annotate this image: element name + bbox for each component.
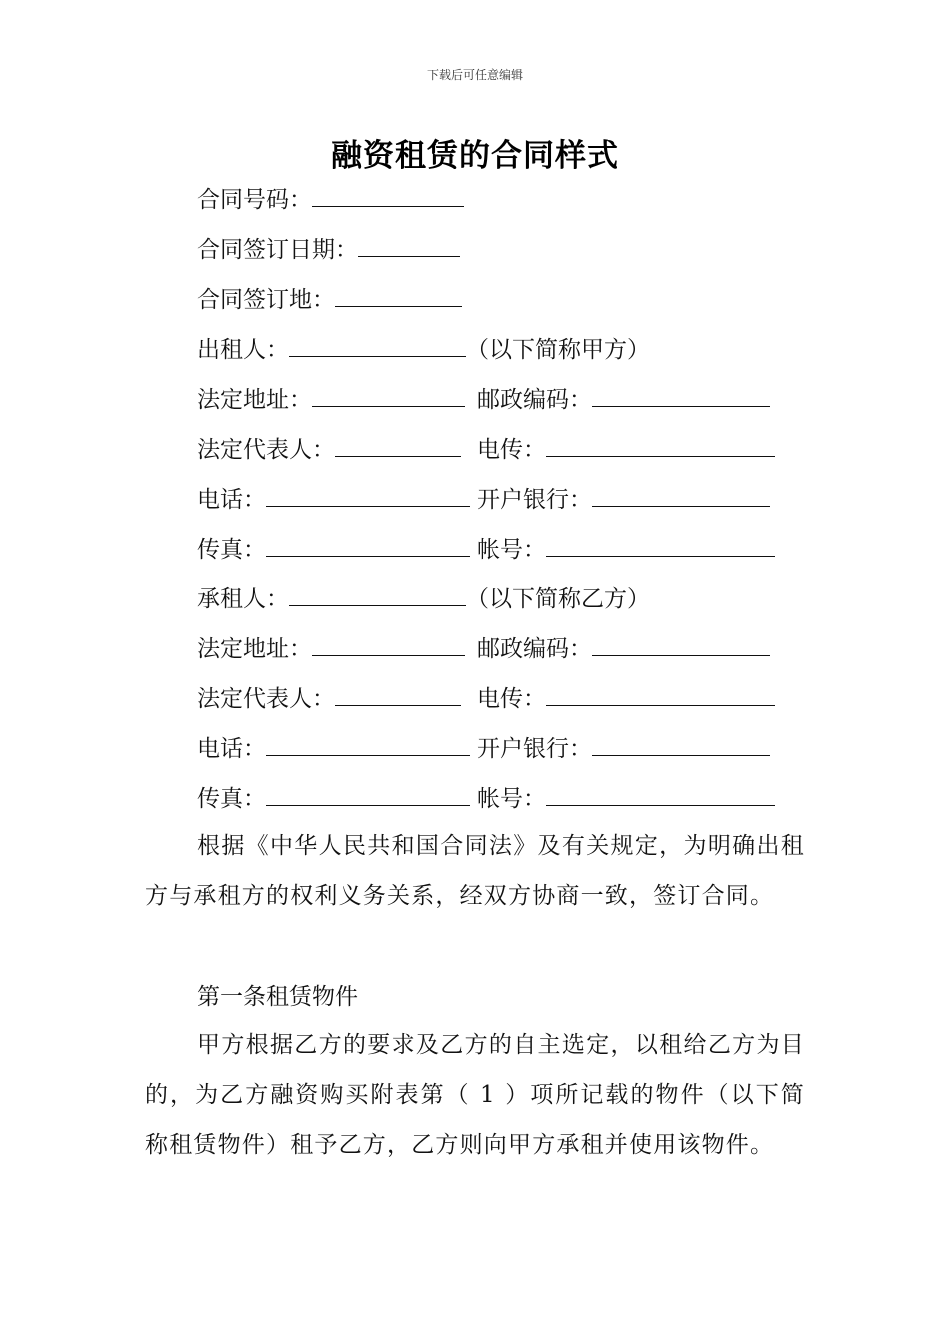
lessee-blank xyxy=(289,583,466,606)
lessee-postcode-blank xyxy=(592,633,770,656)
contract-number-line xyxy=(197,183,464,217)
lessee-phone-label: 电话： xyxy=(197,736,266,762)
sign-date-blank xyxy=(358,234,460,257)
lessor-fax-blank xyxy=(266,534,470,557)
lessor-line xyxy=(197,333,650,367)
sign-place-label: 合同签订地： xyxy=(197,287,335,313)
lessee-fax-line xyxy=(197,782,775,816)
lessee-address-label: 法定地址： xyxy=(197,636,312,662)
lessor-rep-blank xyxy=(335,434,461,457)
header-note: 下载后可任意编辑 xyxy=(426,68,523,82)
lessee-fax-blank xyxy=(266,783,470,806)
lessor-account-blank xyxy=(546,534,775,557)
lessor-fax-line xyxy=(197,533,775,567)
article-1-heading: 第一条租赁物件 xyxy=(197,984,358,1010)
lessor-blank xyxy=(289,334,466,357)
document-title: 融资租赁的合同样式 xyxy=(331,138,619,174)
lessor-address-label: 法定地址： xyxy=(197,387,312,413)
lessor-address-blank xyxy=(312,384,465,407)
lessee-label: 承租人： xyxy=(197,586,289,612)
lessor-phone-line xyxy=(197,483,770,517)
lessee-line xyxy=(197,582,650,616)
lessee-address-blank xyxy=(312,633,465,656)
lessee-rep-blank xyxy=(335,683,461,706)
lessee-bank-label: 开户银行： xyxy=(477,736,592,762)
lessor-suffix: （以下简称甲方） xyxy=(466,337,650,363)
article-1-body: 甲方根据乙方的要求及乙方的自主选定，以租给乙方为目的，为乙方融资购买附表第（ 1 ）项所记载的物件（以下简称租赁物件）租予乙方，乙方则向甲方承租并使用该物件。 xyxy=(145,1032,805,1158)
lessee-telegram-blank xyxy=(546,683,775,706)
contract-number-label: 合同号码： xyxy=(197,187,312,213)
sign-place-line xyxy=(197,283,462,317)
lessor-phone-label: 电话： xyxy=(197,487,266,513)
lessor-rep-label: 法定代表人： xyxy=(197,437,335,463)
lessee-phone-blank xyxy=(266,733,470,756)
lessor-phone-blank xyxy=(266,484,470,507)
lessor-bank-label: 开户银行： xyxy=(477,487,592,513)
intro-paragraph: 根据《中华人民共和国合同法》及有关规定，为明确出租方与承租方的权利义务关系，经双方协商一致，签订合同。 xyxy=(145,833,805,909)
contract-number-blank xyxy=(312,184,464,207)
lessor-account-label: 帐号： xyxy=(477,537,546,563)
lessee-fax-label: 传真： xyxy=(197,786,266,812)
lessor-telegram-blank xyxy=(546,434,775,457)
sign-date-label: 合同签订日期： xyxy=(197,237,358,263)
lessor-postcode-label: 邮政编码： xyxy=(477,387,592,413)
lessee-suffix: （以下简称乙方） xyxy=(466,586,650,612)
lessee-bank-blank xyxy=(592,733,770,756)
lessor-telegram-label: 电传： xyxy=(477,437,546,463)
sign-place-blank xyxy=(335,284,462,307)
lessee-phone-line xyxy=(197,732,770,766)
lessee-postcode-label: 邮政编码： xyxy=(477,636,592,662)
lessee-account-label: 帐号： xyxy=(477,786,546,812)
lessor-fax-label: 传真： xyxy=(197,537,266,563)
lessor-rep-line xyxy=(197,433,775,467)
sign-date-line xyxy=(197,233,460,267)
lessor-address-line xyxy=(197,383,770,417)
lessee-telegram-label: 电传： xyxy=(477,686,546,712)
lessee-rep-label: 法定代表人： xyxy=(197,686,335,712)
lessee-rep-line xyxy=(197,682,775,716)
lessee-account-blank xyxy=(546,783,775,806)
lessee-address-line xyxy=(197,632,770,666)
lessor-label: 出租人： xyxy=(197,337,289,363)
lessor-bank-blank xyxy=(592,484,770,507)
lessor-postcode-blank xyxy=(592,384,770,407)
